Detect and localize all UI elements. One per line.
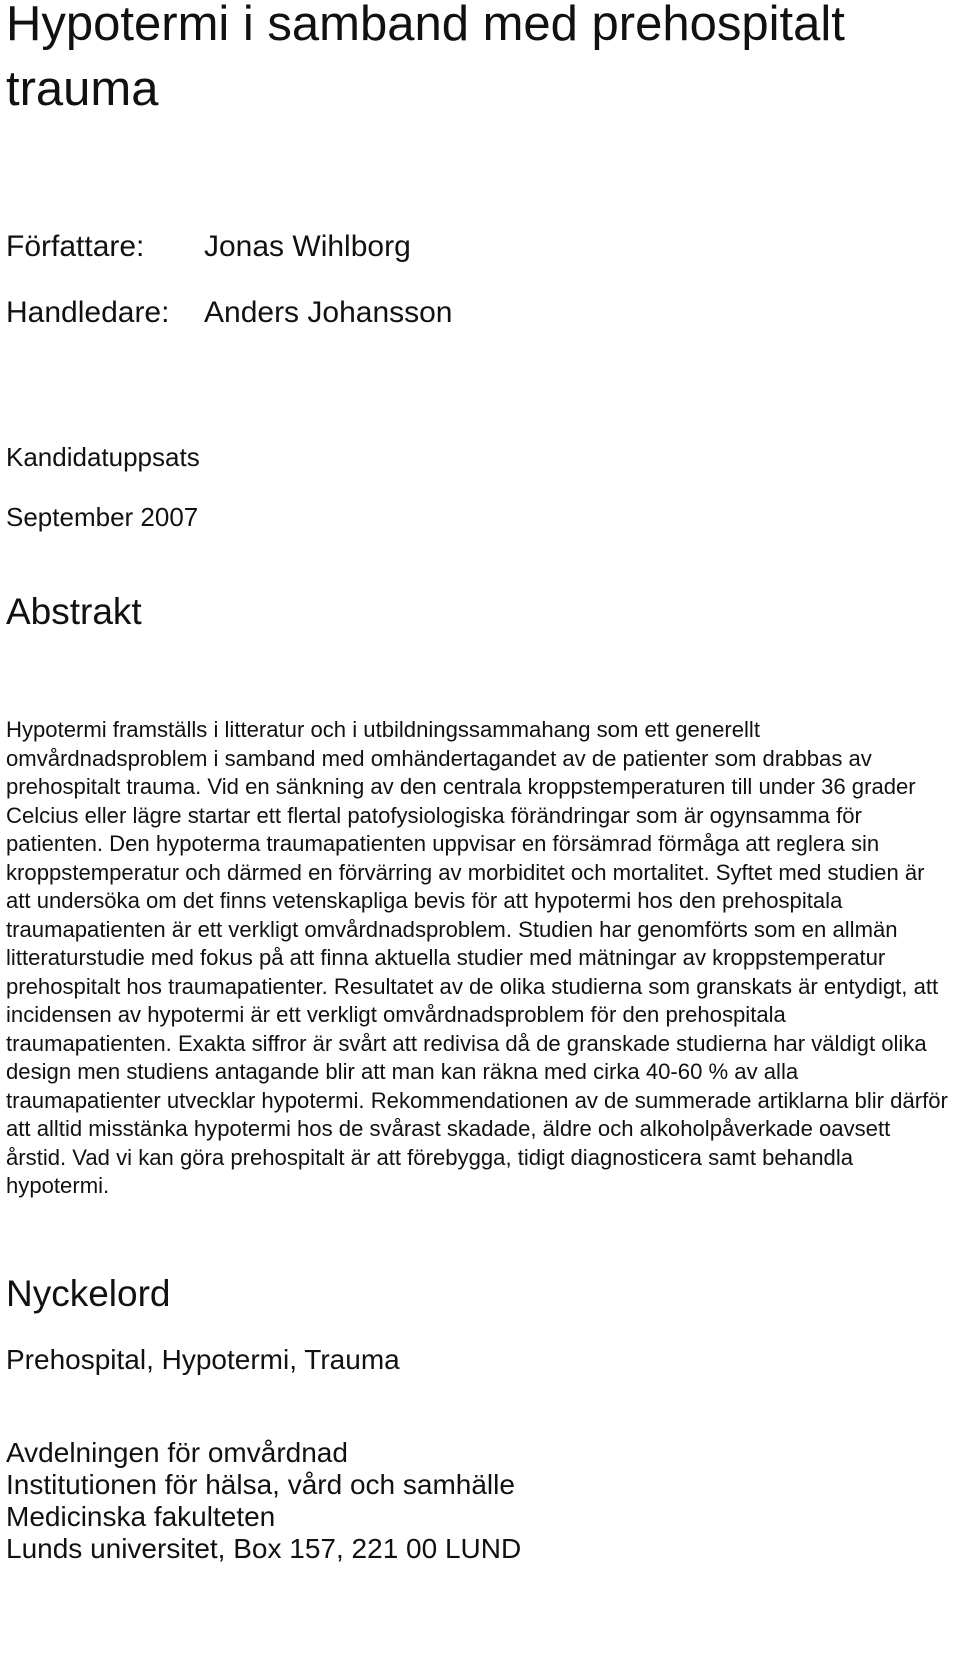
keywords-list: Prehospital, Hypotermi, Trauma (6, 1344, 400, 1375)
supervisor-label: Handledare: (6, 296, 170, 329)
abstract-body: Hypotermi framställs i litteratur och i utbildningssammahang som ett generellt omvårdnadsproblem i samband med omhändertagandet av de patienter som drabbas av prehospitalt trauma. Vid en sänkning av den centrala kroppstemperaturen till under 36 grader Celcius eller lägre startar ett flertal patofysiologiska förändringar som är ogynsamma för patienten. Den hypoterma traumapatienten uppvisar en försämrad förmåga att reglera sin kroppstemperatur och därmed en förvärring av morbiditet och mortalitet. Syftet med studien är att undersöka om det finns vetenskapliga bevis för att hypotermi hos den prehospitala traumapatienten är ett verkligt omvårdnadsproblem. Studien har genomförts som en allmän litteraturstudie med fokus på att finna aktuella studier med mätningar av kroppstemperatur prehospitalt hos traumapatienter. Resultatet av de olika studierna som granskats är entydigt, att incidensen av hypotermi är ett verkligt omvårdnadsproblem för den prehospitala traumapatienten. Exakta siffror är svårt att redivisa då de granskade studierna har väldigt olika design men studiens antagande blir att man kan räkna med cirka 40-60 % av alla traumapatienter utvecklar hypotermi. Rekommendationen av de summerade artiklarna blir därför att alltid misstänka hypotermi hos de svårast skadade, äldre och alkoholpåverkade oavsett årstid. Vad vi kan göra prehospitalt är att förebygga, tidigt diagnosticera samt behandla hypotermi. (6, 717, 948, 1198)
faculty-line: Medicinska fakulteten (6, 1501, 276, 1532)
supervisor-row (6, 295, 453, 331)
author-name: Jonas Wihlborg (204, 230, 411, 263)
document-title: Hypotermi i samband med prehospitalt trauma (6, 0, 845, 116)
institution-line: Institutionen för hälsa, vård och samhälle (6, 1469, 515, 1500)
abstract-heading: Abstrakt (6, 591, 142, 632)
author-label: Författare: (6, 230, 145, 263)
department-line: Avdelningen för omvårdnad (6, 1437, 348, 1468)
thesis-date: September 2007 (6, 502, 199, 532)
university-line: Lunds universitet, Box 157, 221 00 LUND (6, 1533, 522, 1564)
thesis-type: Kandidatuppsats (6, 442, 200, 472)
keywords-heading: Nyckelord (6, 1273, 171, 1314)
supervisor-name: Anders Johansson (204, 296, 453, 329)
author-row (6, 229, 411, 265)
